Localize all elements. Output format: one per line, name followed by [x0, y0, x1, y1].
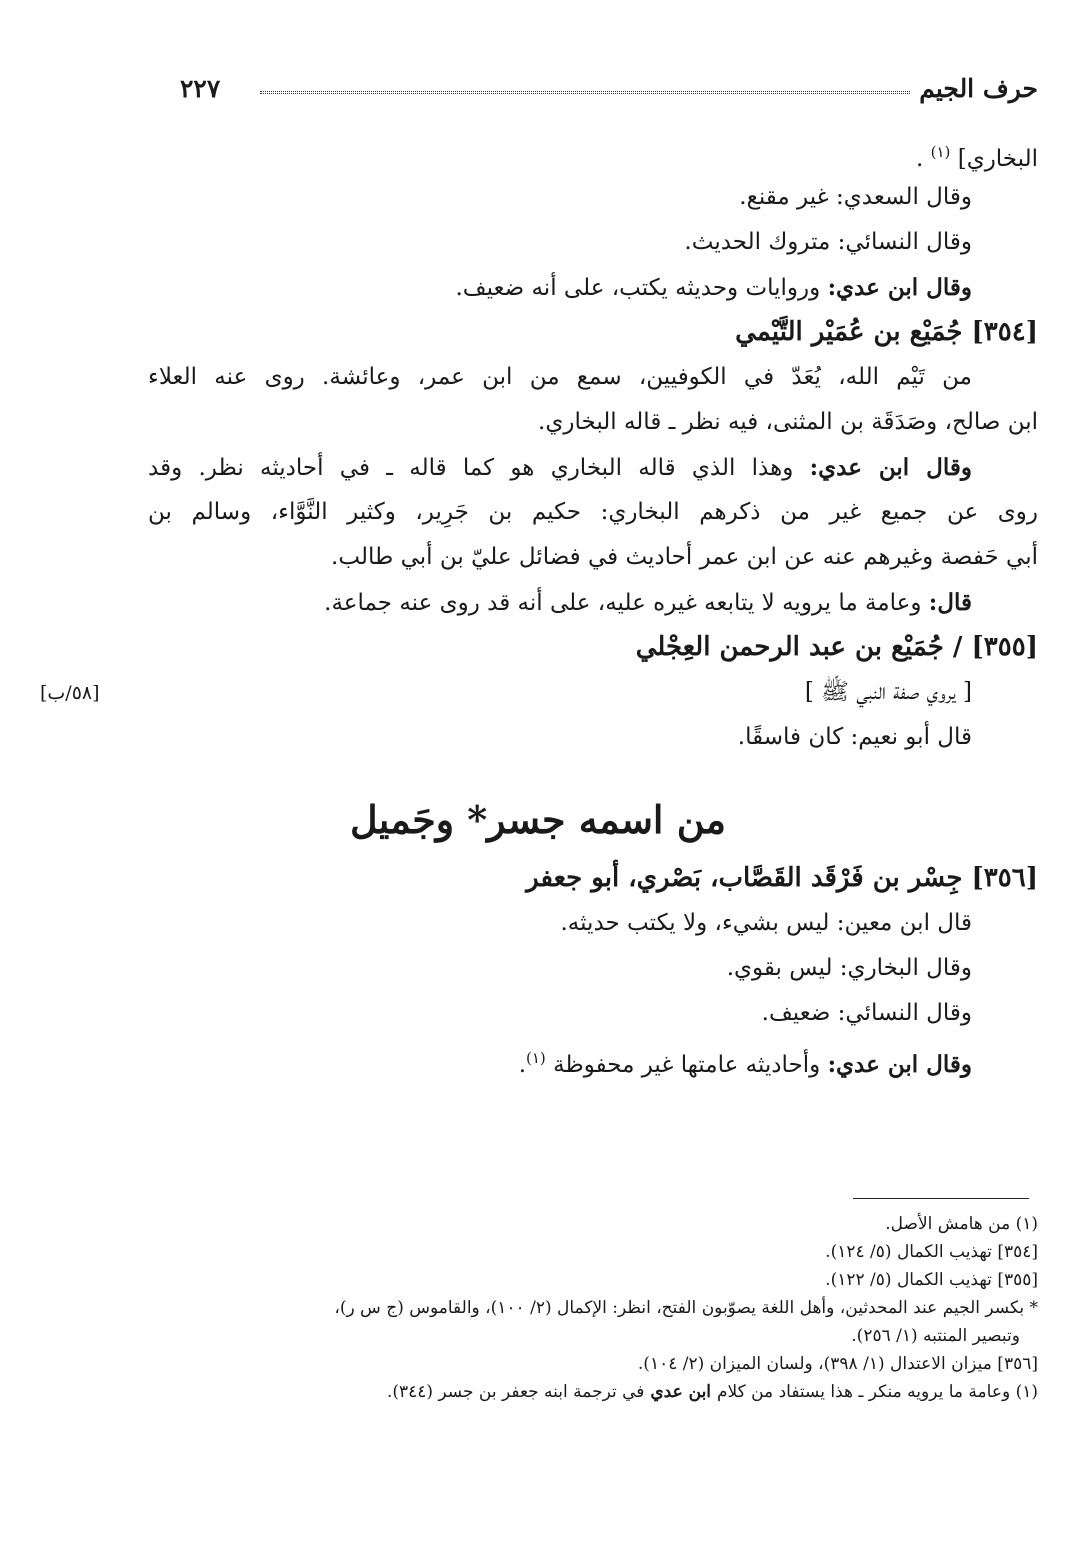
speaker-label: وقال ابن عدي: — [809, 454, 972, 481]
text: وروايات وحديثه يكتب، على أنه ضعيف. — [455, 275, 828, 301]
text-line: وقال النسائي: ضعيف. — [761, 1000, 972, 1026]
text-line: وقال البخاري: ليس بقوي. — [726, 955, 972, 981]
page-number: ٢٢٧ — [180, 74, 221, 103]
text-line — [148, 445, 1038, 490]
footnote-continuation: وتبصير المنتبه (١/ ٢٥٦). — [851, 1326, 1020, 1346]
footnote-ref: (١) — [930, 143, 951, 161]
footnote-ref: (١) — [526, 1049, 546, 1067]
footnote: * بكسر الجيم عند المحدثين، وأهل اللغة يصوّبون الفتح، انظر: الإكمال (٢/ ١٠٠)، والقاموس (ج س ر)، — [334, 1298, 1038, 1318]
section-title: من اسمه جسر* وجَميل — [350, 797, 726, 842]
speaker-label: قال: — [928, 589, 972, 616]
text: . — [916, 146, 924, 172]
text: . — [518, 1052, 526, 1078]
entry-heading-355: [٣٥٥] / جُمَيْع بن عبد الرحمن العِجْلي — [635, 632, 1038, 662]
footnote: (١) من هامش الأصل. — [885, 1214, 1038, 1234]
footnote — [148, 1378, 1038, 1406]
text: وهذا الذي قاله البخاري هو كما قاله ـ في أحاديثه نظر. وقد — [148, 455, 810, 481]
text-line: أبي حَفصة وغيرهم عنه عن ابن عمر أحاديث في فضائل عليّ بن أبي طالب. — [331, 544, 1038, 570]
footnote: [٣٥٤] تهذيب الكمال (٥/ ١٢٤). — [825, 1242, 1038, 1262]
text-line — [148, 1036, 1038, 1081]
text: في ترجمة ابنه جعفر بن جسر (٣٤٤). — [386, 1382, 645, 1402]
text-line: وقال السعدي: غير مقنع. — [739, 184, 972, 210]
text-line: [ يروي صفة النبي ﷺ ] — [804, 679, 972, 705]
bold-name: ابن عدي — [644, 1382, 717, 1402]
text-line: قال أبو نعيم: كان فاسقًا. — [737, 724, 972, 750]
text-line: قال ابن معين: ليس بشيء، ولا يكتب حديثه. — [560, 910, 972, 936]
text-line: وقال النسائي: متروك الحديث. — [684, 229, 972, 255]
header-title: حرف الجيم — [919, 74, 1038, 103]
text-line — [148, 265, 1038, 310]
speaker-label: وقال ابن عدي: — [827, 1051, 972, 1078]
text: (١) وعامة ما يرويه منكر ـ هذا يستفاد من كلام — [716, 1382, 1038, 1402]
main-text — [148, 130, 1038, 1081]
text-line — [148, 580, 1038, 625]
entry-heading-356: [٣٥٦] جِسْر بن فَرْقَد القَصَّاب، بَصْري، أبو جعفر — [526, 863, 1038, 893]
footnote: [٣٥٥] تهذيب الكمال (٥/ ١٢٢). — [825, 1270, 1038, 1290]
header-rule — [260, 91, 910, 94]
text: وعامة ما يرويه لا يتابعه غيره عليه، على أنه قد روى عنه جماعة. — [324, 590, 929, 616]
text-line — [148, 130, 1038, 175]
footnote: [٣٥٦] ميزان الاعتدال (١/ ٣٩٨)، ولسان الميزان (٢/ ١٠٤). — [637, 1354, 1038, 1374]
footnote-separator — [853, 1198, 1029, 1199]
manuscript-folio-ref: [٥٨/ب] — [40, 682, 100, 704]
text: البخاري] — [957, 146, 1038, 172]
text-line: ابن صالح، وصَدَقَة بن المثنى، فيه نظر ـ قاله البخاري. — [538, 409, 1038, 435]
entry-heading-354: [٣٥٤] جُمَيْع بن عُمَيْر التَّيْمي — [735, 317, 1038, 347]
text-line: روى عن جميع غير من ذكرهم البخاري: حكيم بن جَرِير، وكثير النَّوَّاء، وسالم بن — [148, 499, 1038, 525]
running-header — [180, 74, 1038, 110]
footnotes — [148, 1210, 1038, 1406]
speaker-label: وقال ابن عدي: — [827, 274, 972, 301]
text: وأحاديثه عامتها غير محفوظة — [553, 1052, 828, 1078]
text-line: من تَيْم الله، يُعَدّ في الكوفيين، سمع من ابن عمر، وعائشة. روى عنه العلاء — [148, 364, 972, 390]
